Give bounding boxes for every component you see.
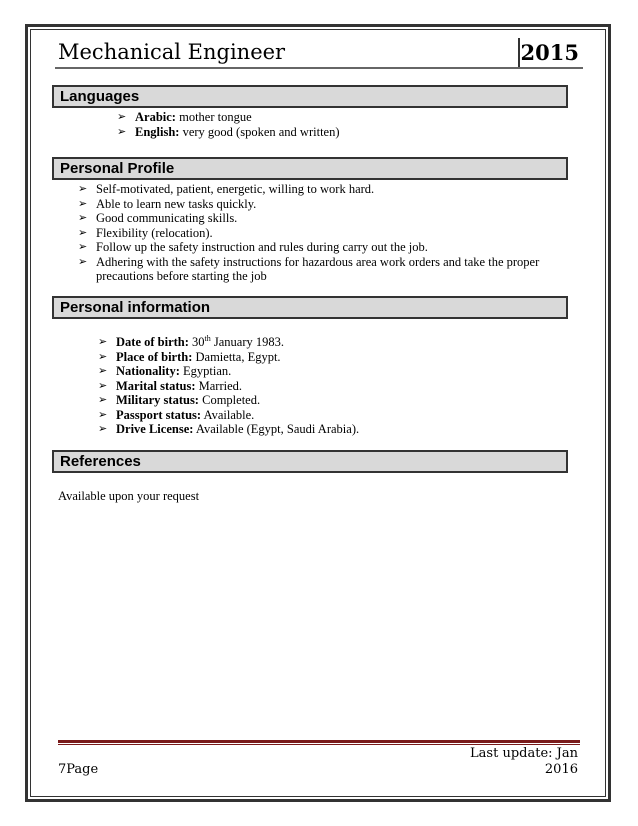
arrow-bullet-icon: ➢ — [98, 335, 108, 348]
arrow-bullet-icon: ➢ — [78, 240, 88, 253]
footer-update-year: 2016 — [544, 762, 578, 777]
arrow-bullet-icon: ➢ — [98, 364, 108, 377]
list-item: ➢ Self-motivated, patient, energetic, willing to work hard. — [78, 182, 375, 196]
section-personal-heading: Personal information — [52, 296, 568, 319]
footer-rule — [58, 740, 580, 743]
list-item: ➢ Place of birth: Damietta, Egypt. — [98, 349, 281, 364]
header-rule — [55, 67, 583, 69]
languages-list — [117, 110, 557, 139]
list-item: ➢ Nationality: Egyptian. — [98, 364, 232, 378]
list-item: ➢ Drive License: Available (Egypt, Saudi Arabia). — [98, 422, 360, 436]
arrow-bullet-icon: ➢ — [117, 110, 127, 123]
profile-list — [78, 182, 558, 284]
arrow-bullet-icon: ➢ — [98, 407, 108, 421]
list-item: ➢ Able to learn new tasks quickly. — [78, 196, 257, 211]
list-item: ➢ Flexibility (relocation). — [78, 225, 213, 240]
arrow-bullet-icon: ➢ — [98, 422, 108, 435]
arrow-bullet-icon: ➢ — [98, 349, 108, 363]
personal-list — [98, 335, 558, 437]
arrow-bullet-icon: ➢ — [78, 182, 88, 195]
footer-page-number: 7Page — [58, 762, 99, 777]
footer-last-update: Last update: Jan — [470, 746, 578, 761]
list-item: ➢ Arabic: mother tongue — [117, 110, 252, 124]
arrow-bullet-icon: ➢ — [78, 196, 88, 210]
arrow-bullet-icon: ➢ — [78, 254, 88, 268]
list-item: ➢ Military status: Completed. — [98, 393, 261, 407]
arrow-bullet-icon: ➢ — [117, 124, 127, 138]
section-profile-heading: Personal Profile — [52, 157, 568, 180]
list-item: ➢ Follow up the safety instruction and rules during carry out the job. — [78, 240, 428, 254]
section-languages-heading: Languages — [52, 85, 568, 108]
list-item: ➢ Passport status: Available. — [98, 407, 255, 422]
arrow-bullet-icon: ➢ — [98, 393, 108, 406]
header-title: Mechanical Engineer — [58, 40, 286, 64]
list-item: ➢ Good communicating skills. — [78, 211, 238, 225]
arrow-bullet-icon: ➢ — [98, 378, 108, 392]
list-item: ➢ Date of birth: 30th January 1983. — [98, 333, 285, 349]
list-item: ➢ Marital status: Married. — [98, 378, 243, 393]
references-text: Available upon your request — [58, 489, 200, 503]
list-item: ➢ English: very good (spoken and written) — [117, 124, 340, 139]
header-year: 2015 — [520, 40, 579, 65]
section-references-heading: References — [52, 450, 568, 473]
list-item: ➢ Adhering with the safety instructions for hazardous area work orders and take the proper precautions before starting the job — [78, 254, 540, 283]
arrow-bullet-icon: ➢ — [78, 225, 88, 239]
arrow-bullet-icon: ➢ — [78, 211, 88, 224]
footer-rule-thin — [58, 744, 580, 745]
